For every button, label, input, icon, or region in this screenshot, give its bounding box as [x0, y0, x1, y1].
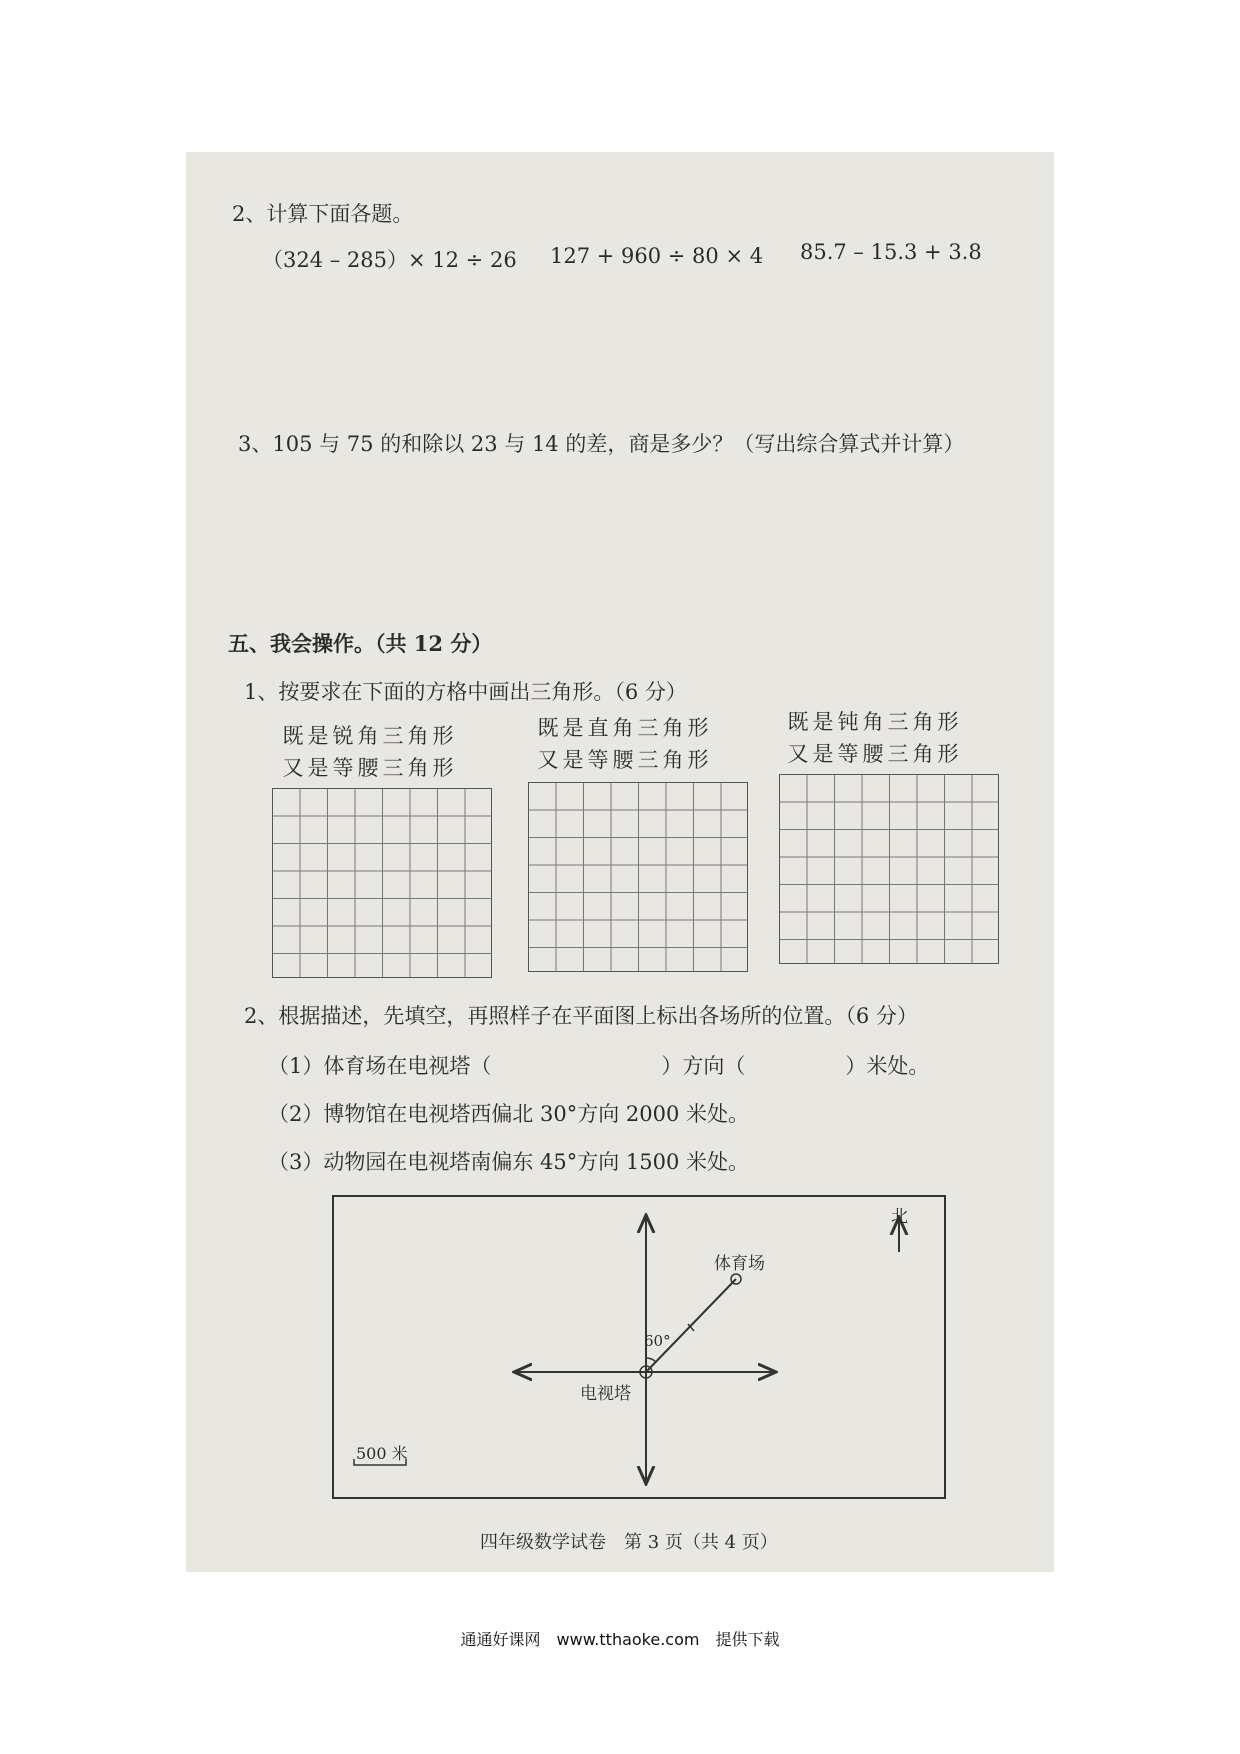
angle-arc — [646, 1358, 656, 1362]
q5-2-1-part-c: ）米处。 — [845, 1054, 930, 1078]
drawing-grid-3[interactable] — [779, 774, 999, 964]
grid3-caption-line2: 又是等腰三角形 — [787, 742, 963, 766]
grid3-caption — [780, 706, 970, 770]
q5-2-1-part-a: （1）体育场在电视塔（ — [268, 1054, 492, 1078]
grid1-caption — [275, 720, 465, 784]
stadium-direction-line — [646, 1279, 736, 1372]
q5-2-1-line — [268, 1050, 929, 1080]
q2-expression-2: 127 + 960 ÷ 80 × 4 — [550, 244, 764, 268]
q2-title: 2、计算下面各题。 — [232, 202, 414, 226]
grid2-caption — [530, 712, 720, 776]
location-map[interactable] — [332, 1195, 946, 1499]
drawing-grid-1[interactable] — [272, 788, 492, 978]
section5-heading: 五、我会操作。（共 12 分） — [228, 631, 493, 656]
stadium-label: 体育场 — [714, 1254, 765, 1274]
drawing-grid-2[interactable] — [528, 782, 748, 972]
q2-expression-3: 85.7 – 15.3 + 3.8 — [800, 240, 982, 264]
map-drawing — [334, 1197, 944, 1497]
q5-2-3-line: （3）动物园在电视塔南偏东 45°方向 1500 米处。 — [268, 1150, 750, 1174]
scale-label: 500 米 — [356, 1444, 408, 1463]
site-footer[interactable]: 通通好课网 www.tthaoke.com 提供下载 — [460, 1630, 780, 1649]
q3-text: 3、105 与 75 的和除以 23 与 14 的差，商是多少？（写出综合算式并计算） — [238, 432, 965, 456]
q5-2-1-part-b: ）方向（ — [661, 1054, 746, 1078]
page-footer: 四年级数学试卷 第 3 页（共 4 页） — [480, 1532, 778, 1553]
grid1-caption-line1: 既是锐角三角形 — [282, 724, 458, 748]
grid2-caption-line1: 既是直角三角形 — [537, 716, 713, 740]
q5-2-2-line: （2）博物馆在电视塔西偏北 30°方向 2000 米处。 — [268, 1102, 750, 1126]
tower-label: 电视塔 — [580, 1384, 631, 1404]
grid2-caption-line2: 又是等腰三角形 — [537, 748, 713, 772]
north-label: 北 — [891, 1207, 908, 1227]
q5-1-title: 1、按要求在下面的方格中画出三角形。（6 分） — [244, 680, 687, 704]
grid1-caption-line2: 又是等腰三角形 — [282, 756, 458, 780]
angle-label: 60° — [644, 1332, 671, 1350]
grid3-caption-line1: 既是钝角三角形 — [787, 710, 963, 734]
q5-2-title: 2、根据描述，先填空，再照样子在平面图上标出各场所的位置。（6 分） — [244, 1004, 918, 1028]
q2-expression-1: （324 – 285）× 12 ÷ 26 — [262, 248, 517, 272]
